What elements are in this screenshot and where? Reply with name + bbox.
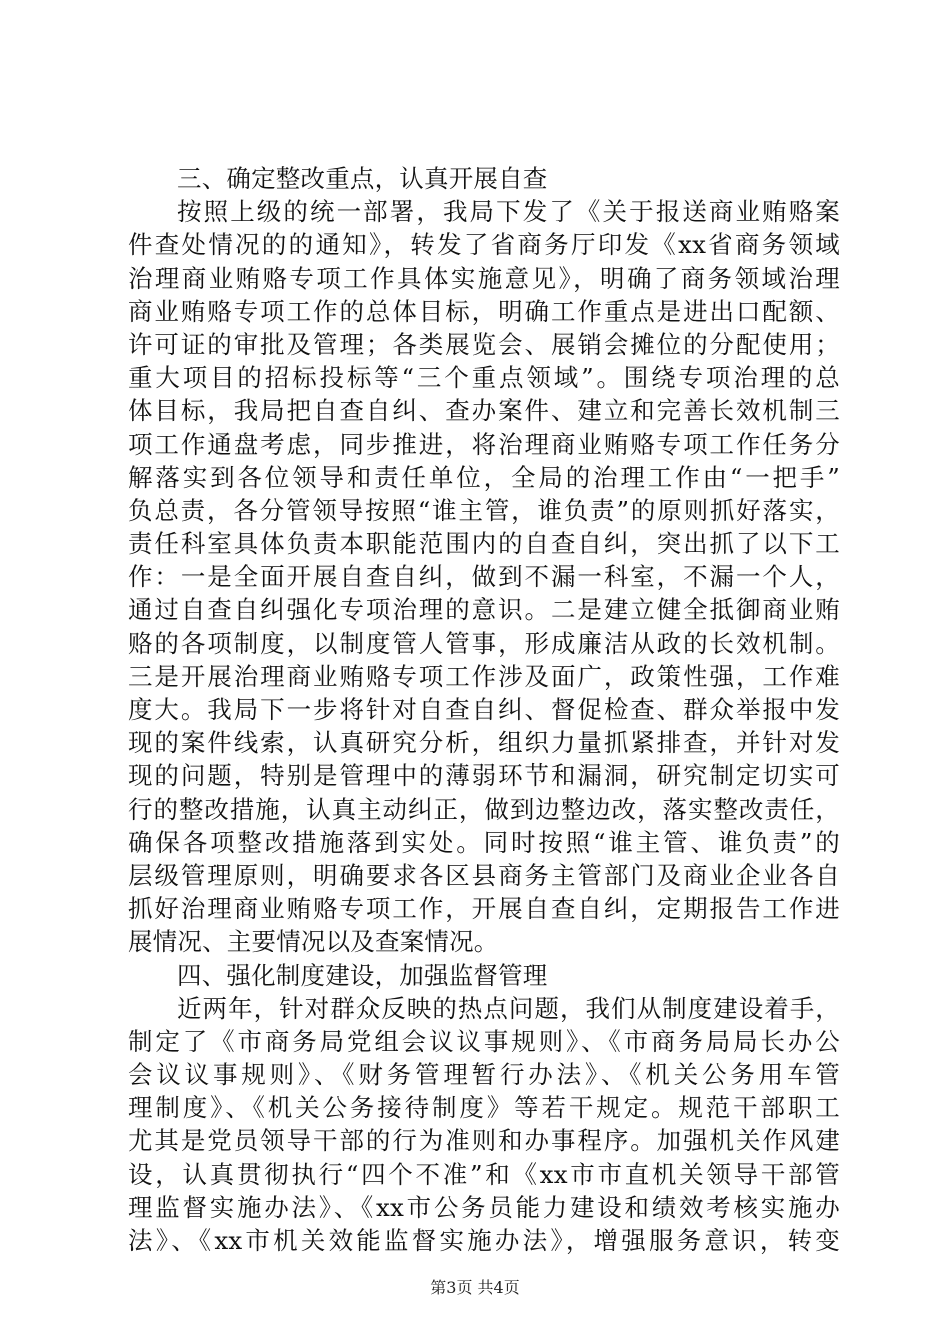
document-line: 作：一是全面开展自查自纠，做到不漏一科室，不漏一个人， — [128, 562, 840, 592]
document-line: 确保各项整改措施落到实处。同时按照“谁主管、谁负责”的 — [128, 827, 840, 857]
document-line: 三、确定整改重点，认真开展自查 — [177, 164, 548, 193]
document-line: 尤其是党员领导干部的行为准则和办事程序。加强机关作风建 — [128, 1126, 840, 1156]
document-line: 现的案件线索，认真研究分析，组织力量抓紧排查，并针对发 — [128, 728, 840, 758]
document-line: 商业贿赂专项工作的总体目标，明确工作重点是进出口配额、 — [128, 296, 840, 326]
page-number-footer: 第3页 共4页 — [430, 1278, 520, 1297]
document-line: 治理商业贿赂专项工作具体实施意见》，明确了商务领域治理 — [128, 263, 840, 293]
document-line: 重大项目的招标投标等“三个重点领域”。围绕专项治理的总 — [128, 363, 840, 393]
document-line: 会议议事规则》、《财务管理暂行办法》、《机关公务用车管 — [128, 1060, 840, 1090]
document-line: 理制度》、《机关公务接待制度》等若干规定。规范干部职工 — [128, 1093, 840, 1123]
document-line: 展情况、主要情况以及查案情况。 — [128, 927, 499, 957]
document-line: 体目标，我局把自查自纠、查办案件、建立和完善长效机制三 — [128, 396, 840, 426]
document-line: 抓好治理商业贿赂专项工作，开展自查自纠，定期报告工作进 — [128, 894, 840, 924]
document-line: 负总责，各分管领导按照“谁主管，谁负责”的原则抓好落实， — [128, 495, 840, 525]
document-line: 近两年，针对群众反映的热点问题，我们从制度建设着手， — [177, 993, 840, 1023]
document-line: 赂的各项制度，以制度管人管事，形成廉洁从政的长效机制。 — [128, 628, 840, 658]
document-line: 项工作通盘考虑，同步推进，将治理商业贿赂专项工作任务分 — [128, 429, 840, 459]
document-line: 通过自查自纠强化专项治理的意识。二是建立健全抵御商业贿 — [128, 595, 840, 625]
document-line: 按照上级的统一部署，我局下发了《关于报送商业贿赂案 — [177, 197, 840, 227]
document-line: 理监督实施办法》、《xx市公务员能力建设和绩效考核实施办 — [128, 1192, 840, 1222]
document-line: 件查处情况的的通知》，转发了省商务厅印发《xx省商务领域 — [128, 230, 840, 260]
document-line: 法》、《xx市机关效能监督实施办法》，增强服务意识，转变 — [128, 1226, 840, 1255]
document-body — [128, 162, 840, 1257]
document-line: 四、强化制度建设，加强监督管理 — [177, 960, 548, 990]
document-line: 层级管理原则，明确要求各区县商务主管部门及商业企业各自 — [128, 860, 840, 890]
document-line: 许可证的审批及管理；各类展览会、展销会摊位的分配使用； — [128, 329, 840, 359]
document-line: 三是开展治理商业贿赂专项工作涉及面广，政策性强，工作难 — [128, 661, 840, 691]
document-line: 设，认真贯彻执行“四个不准”和《xx市市直机关领导干部管 — [128, 1159, 840, 1189]
document-line: 现的问题，特别是管理中的薄弱环节和漏洞，研究制定切实可 — [128, 761, 840, 791]
document-line: 责任科室具体负责本职能范围内的自查自纠，突出抓了以下工 — [128, 529, 840, 559]
document-line: 度大。我局下一步将针对自查自纠、督促检查、群众举报中发 — [128, 695, 840, 724]
document-line: 制定了《市商务局党组会议议事规则》、《市商务局局长办公 — [128, 1026, 840, 1056]
document-line: 行的整改措施，认真主动纠正，做到边整边改，落实整改责任， — [128, 794, 840, 824]
document-line: 解落实到各位领导和责任单位，全局的治理工作由“一把手” — [128, 462, 840, 492]
